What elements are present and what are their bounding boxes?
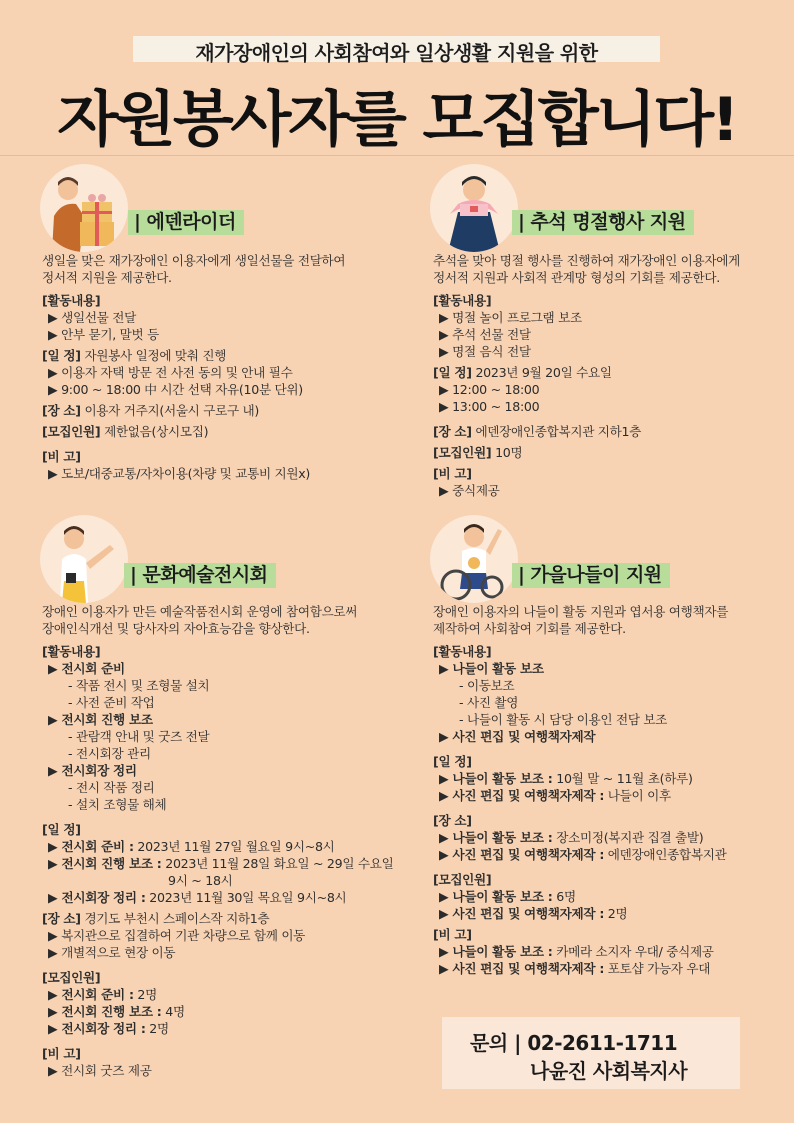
- section-autumn-outing: [433, 603, 783, 977]
- sub-item: - 작품 전시 및 조형물 설치: [68, 678, 210, 693]
- list-item: ▶ 9:00 ~ 18:00 中 시간 선택 자유(10분 단위): [48, 382, 303, 397]
- wheelchair-person-icon: [430, 515, 518, 603]
- activity-header: [활동내용]: [433, 293, 492, 308]
- schedule-header: [일 정]: [433, 754, 472, 769]
- list-item: ▶ 전시회 준비 : 2023년 11월 27일 월요일 9시~8시: [48, 839, 335, 854]
- section-chuseok: [433, 252, 783, 499]
- recruit-header: [모집인원]: [42, 970, 101, 985]
- section-title-art-exhibition: | 문화예술전시회: [124, 563, 276, 588]
- divider: [0, 155, 794, 156]
- sub-item: - 설치 조형물 해체: [68, 797, 167, 812]
- list-item: ▶ 이용자 자택 방문 전 사전 동의 및 안내 필수: [48, 365, 293, 380]
- activity-header: [활동내용]: [42, 293, 101, 308]
- list-item: ▶ 전시회 진행 보조 : 4명: [48, 1004, 185, 1019]
- list-item: ▶ 13:00 ~ 18:00: [439, 399, 540, 414]
- list-item: ▶ 전시회장 정리: [48, 763, 137, 778]
- poster-subtitle: 재가장애인의 사회참여와 일상생활 지원을 위한: [195, 41, 598, 65]
- list-item: ▶ 안부 묻기, 말벗 등: [48, 327, 159, 342]
- list-item: ▶ 개별적으로 현장 이동: [48, 945, 176, 960]
- list-item: ▶ 생일선물 전달: [48, 310, 136, 325]
- place-row: [장 소] 에덴장애인종합복지관 지하1층: [433, 424, 642, 439]
- list-item: ▶ 도보/대중교통/자차이용(차량 및 교통비 지원x): [48, 466, 311, 481]
- list-item: ▶ 중식제공: [439, 483, 500, 498]
- section-title-eden-rider: | 에덴라이더: [128, 210, 244, 235]
- activity-header: [활동내용]: [433, 644, 492, 659]
- section-description: 장애인 이용자의 나들이 활동 지원과 엽서용 여행책자를 제작하여 사회참여 기회를 제공한다.: [433, 604, 729, 636]
- section-eden-rider: [42, 252, 402, 482]
- schedule-row: [일 정] 2023년 9월 20일 수요일: [433, 365, 612, 380]
- list-item: ▶ 나들이 활동 보조: [439, 661, 544, 676]
- list-item: ▶ 전시회 진행 보조 : 2023년 11월 28일 화요일 ~ 29일 수요일: [48, 856, 394, 871]
- list-item: ▶ 나들이 활동 보조 : 10월 말 ~ 11월 초(하루): [439, 771, 693, 786]
- section-art-exhibition: [42, 603, 427, 1079]
- sub-item: - 전시 작품 정리: [68, 780, 155, 795]
- recruit-header: [모집인원]: [433, 872, 492, 887]
- list-item: ▶ 전시회장 정리 : 2명: [48, 1021, 169, 1036]
- section-title-autumn-outing: | 가을나들이 지원: [512, 563, 670, 588]
- place-row: [장 소] 이용자 거주지(서울시 구로구 내): [42, 403, 260, 418]
- place-header: [장 소]: [433, 813, 472, 828]
- sub-item: - 사전 준비 작업: [68, 695, 155, 710]
- contact-phone: 문의 | 02-2611-1711: [470, 1031, 678, 1055]
- list-item: ▶ 사진 편집 및 여행책자제작 : 에덴장애인종합복지관: [439, 847, 727, 862]
- list-item-continued: 9시 ~ 18시: [168, 873, 233, 888]
- list-item: ▶ 사진 편집 및 여행책자제작 : 나들이 이후: [439, 788, 671, 803]
- section-description: 생일을 맞은 재가장애인 이용자에게 생일선물을 전달하여 정서적 지원을 제공한다.: [42, 253, 346, 285]
- place-row: [장 소] 경기도 부천시 스페이스작 지하1층: [42, 911, 270, 926]
- list-item: ▶ 전시회 진행 보조: [48, 712, 153, 727]
- note-header: [비 고]: [42, 1046, 81, 1061]
- sub-item: - 관람객 안내 및 굿즈 전달: [68, 729, 210, 744]
- list-item: ▶ 전시회 굿즈 제공: [48, 1063, 152, 1078]
- schedule-row: [일 정] 자원봉사 일정에 맞춰 진행: [42, 348, 227, 363]
- sub-item: - 나들이 활동 시 담당 이용인 전담 보조: [459, 712, 668, 727]
- list-item: ▶ 추석 선물 전달: [439, 327, 531, 342]
- list-item: ▶ 사진 편집 및 여행책자제작 : 2명: [439, 906, 628, 921]
- recruit-row: [모집인원] 제한없음(상시모집): [42, 424, 209, 439]
- sub-item: - 전시회장 관리: [68, 746, 151, 761]
- contact-person: 나윤진 사회복지사: [530, 1059, 688, 1083]
- note-header: [비 고]: [433, 927, 472, 942]
- gift-person-icon: [40, 164, 128, 252]
- list-item: ▶ 12:00 ~ 18:00: [439, 382, 540, 397]
- note-header: [비 고]: [42, 449, 81, 464]
- list-item: ▶ 나들이 활동 보조 : 카메라 소지자 우대/ 중식제공: [439, 944, 714, 959]
- list-item: ▶ 명절 놀이 프로그램 보조: [439, 310, 582, 325]
- sub-item: - 이동보조: [459, 678, 515, 693]
- section-title-chuseok: | 추석 명절행사 지원: [512, 210, 694, 235]
- sub-item: - 사진 촬영: [459, 695, 519, 710]
- recruit-row: [모집인원] 10명: [433, 445, 523, 460]
- list-item: ▶ 복지관으로 집결하여 기관 차량으로 함께 이동: [48, 928, 306, 943]
- list-item: ▶ 사진 편집 및 여행책자제작: [439, 729, 596, 744]
- poster-title: 자원봉사자를 모집합니다!: [57, 85, 737, 155]
- hanbok-person-icon: [430, 164, 518, 252]
- section-description: 장애인 이용자가 만든 예술작품전시회 운영에 참여함으로써 장애인식개선 및 당사자의 자아효능감을 향상한다.: [42, 604, 358, 636]
- list-item: ▶ 전시회 준비 : 2명: [48, 987, 157, 1002]
- list-item: ▶ 사진 편집 및 여행책자제작 : 포토샵 가능자 우대: [439, 961, 711, 976]
- list-item: ▶ 명절 음식 전달: [439, 344, 531, 359]
- list-item: ▶ 전시회장 정리 : 2023년 11월 30일 목요일 9시~8시: [48, 890, 347, 905]
- schedule-header: [일 정]: [42, 822, 81, 837]
- list-item: ▶ 나들이 활동 보조 : 6명: [439, 889, 576, 904]
- note-header: [비 고]: [433, 466, 472, 481]
- section-description: 추석을 맞아 명절 행사를 진행하여 재가장애인 이용자에게 정서적 지원과 사회적 관계망 형성의 기회를 제공한다.: [433, 253, 740, 285]
- list-item: ▶ 나들이 활동 보조 : 장소미정(복지관 집결 출발): [439, 830, 704, 845]
- activity-header: [활동내용]: [42, 644, 101, 659]
- contact-box: [442, 1017, 740, 1089]
- artist-person-icon: [40, 515, 128, 603]
- list-item: ▶ 전시회 준비: [48, 661, 125, 676]
